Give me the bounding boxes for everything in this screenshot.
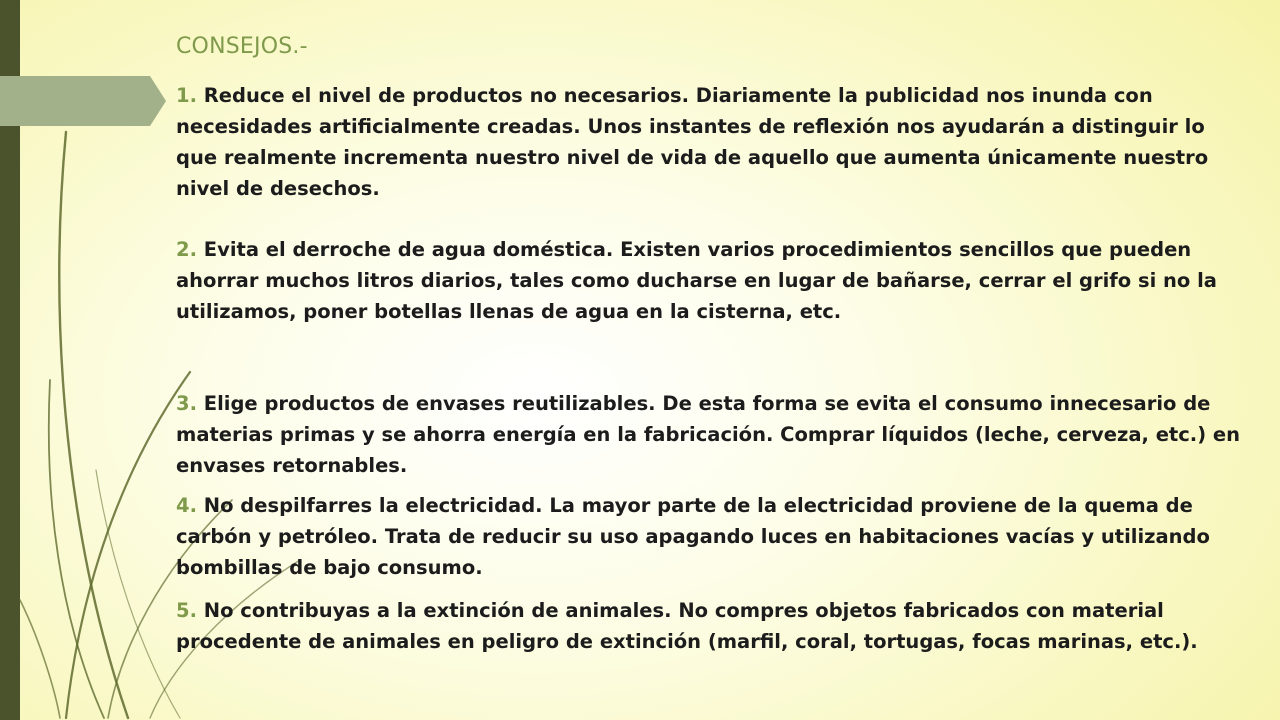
tip-number: 4.: [176, 494, 197, 517]
slide-title: CONSEJOS.-: [176, 34, 308, 59]
tip-item-4: [176, 490, 1246, 583]
arrow-tab-icon: [0, 76, 166, 126]
tip-item-2: [176, 234, 1246, 327]
tip-text: Reduce el nivel de productos no necesarios. Diariamente la publicidad nos inunda con necesidades artificialmente creadas. Unos instantes de reflexión nos ayudarán a distinguir lo que realmente incrementa nuestro nivel de vida de aquello que aumenta únicamente nuestro nivel de desechos.: [176, 84, 1209, 200]
tip-text: Elige productos de envases reutilizables. De esta forma se evita el consumo innecesario de materias primas y se ahorra energía en la fabricación. Comprar líquidos (leche, cerveza, etc.) en envases retornables.: [176, 392, 1241, 477]
tip-number: 3.: [176, 392, 197, 415]
tip-item-5: [176, 595, 1246, 657]
tip-item-1: [176, 80, 1246, 204]
tip-text: No despilfarres la electricidad. La mayor parte de la electricidad proviene de la quema de carbón y petróleo. Trata de reducir su uso apagando luces en habitaciones vacías y utilizando bombillas de bajo consumo.: [176, 494, 1210, 579]
tip-number: 1.: [176, 84, 197, 107]
tip-number: 2.: [176, 238, 197, 261]
tip-number: 5.: [176, 599, 197, 622]
tip-text: Evita el derroche de agua doméstica. Existen varios procedimientos sencillos que pueden ahorrar muchos litros diarios, tales como ducharse en lugar de bañarse, cerrar el grifo si no la utilizamos, poner botellas llenas de agua en la cisterna, etc.: [176, 238, 1217, 323]
tip-text: No contribuyas a la extinción de animales. No compres objetos fabricados con material procedente de animales en peligro de extinción (marfil, coral, tortugas, focas marinas, etc.).: [176, 599, 1198, 653]
tip-item-3: [176, 388, 1246, 481]
